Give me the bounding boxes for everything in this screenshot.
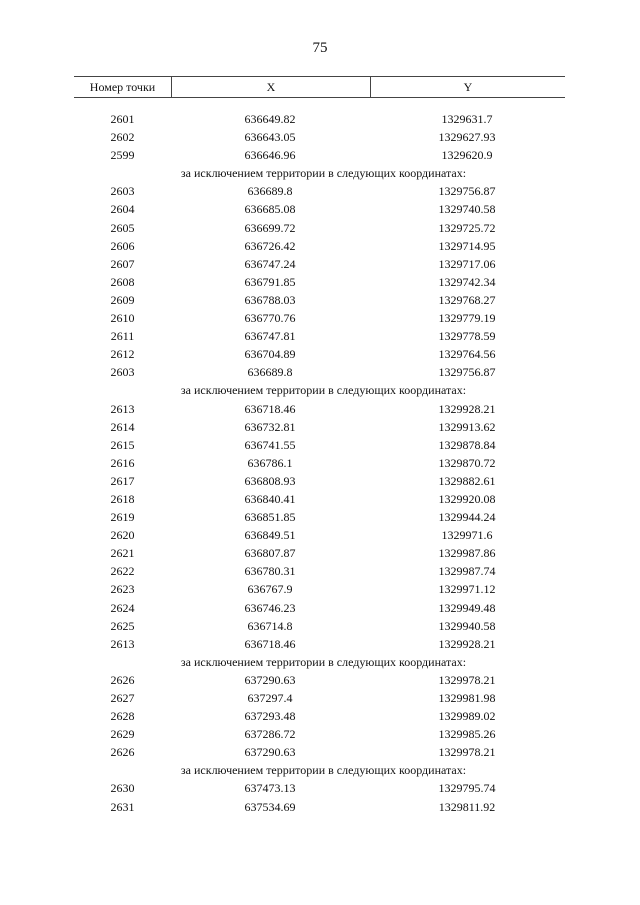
x-coordinate-cell: 636646.96 [244, 148, 296, 163]
x-coordinate-cell: 636808.93 [244, 473, 296, 488]
table-row [74, 255, 565, 273]
point-number-cell: 2603 [110, 184, 135, 199]
x-coordinate-cell: 636718.46 [244, 401, 296, 416]
table-row [74, 291, 565, 309]
point-number-cell: 2609 [110, 292, 135, 307]
point-number-cell: 2621 [110, 546, 135, 561]
point-number-cell: 2628 [110, 709, 135, 724]
y-coordinate-cell: 1329882.61 [438, 473, 496, 488]
x-coordinate-cell: 636741.55 [244, 437, 296, 452]
table-row [74, 237, 565, 255]
point-number-cell: 2608 [110, 274, 135, 289]
table-row [74, 798, 565, 816]
x-coordinate-cell: 636851.85 [244, 510, 296, 525]
table-row [74, 146, 565, 164]
point-number-cell: 2599 [110, 148, 135, 163]
x-coordinate-cell: 636849.51 [244, 528, 296, 543]
x-coordinate-cell: 636747.24 [244, 256, 296, 271]
table-row [74, 400, 565, 418]
x-coordinate-cell: 636770.76 [244, 311, 296, 326]
point-number-cell: 2626 [110, 672, 135, 687]
y-coordinate-cell: 1329928.21 [438, 636, 496, 651]
point-number-cell: 2624 [110, 600, 135, 615]
x-coordinate-cell: 636699.72 [244, 220, 296, 235]
y-coordinate-cell: 1329620.9 [441, 148, 493, 163]
table-row [74, 599, 565, 617]
x-coordinate-cell: 636786.1 [247, 455, 293, 470]
point-number-cell: 2601 [110, 112, 135, 126]
x-coordinate-cell: 636807.87 [244, 546, 296, 561]
x-coordinate-cell: 636718.46 [244, 636, 296, 651]
x-coordinate-cell: 636685.08 [244, 202, 296, 217]
point-number-cell: 2611 [110, 329, 135, 344]
x-coordinate-cell: 636704.89 [244, 347, 296, 362]
table-row [74, 128, 565, 146]
y-coordinate-cell: 1329870.72 [438, 455, 496, 470]
y-coordinate-cell: 1329987.86 [438, 546, 496, 561]
table-row [74, 219, 565, 237]
x-coordinate-cell: 637293.48 [244, 709, 296, 724]
table-row [74, 472, 565, 490]
x-coordinate-cell: 637297.4 [247, 691, 293, 705]
point-number-cell: 2602 [110, 130, 135, 145]
exclusion-note-row [74, 761, 565, 779]
y-coordinate-cell: 1329920.08 [438, 491, 496, 506]
table-row [74, 454, 565, 472]
y-coordinate-cell: 1329764.56 [438, 347, 496, 362]
point-number-cell: 2610 [110, 311, 135, 326]
table-row [74, 707, 565, 725]
point-number-cell: 2618 [110, 491, 135, 506]
y-coordinate-cell: 1329742.34 [438, 274, 496, 289]
point-number-cell: 2614 [110, 419, 135, 434]
point-number-cell: 2619 [110, 510, 135, 525]
x-coordinate-cell: 637473.13 [244, 781, 296, 796]
table-row [74, 200, 565, 218]
y-coordinate-cell: 1329981.98 [438, 691, 496, 705]
y-coordinate-cell: 1329756.87 [438, 184, 496, 199]
page-number: 75 [312, 40, 328, 56]
point-number-cell: 2625 [110, 618, 135, 633]
table-row [74, 327, 565, 345]
y-coordinate-cell: 1329714.95 [438, 238, 496, 253]
y-coordinate-cell: 1329971.12 [438, 582, 496, 597]
x-coordinate-cell: 636689.8 [247, 365, 293, 380]
table-row [74, 182, 565, 200]
coordinate-table-body [74, 110, 565, 816]
point-number-cell: 2629 [110, 727, 135, 742]
y-coordinate-cell: 1329913.62 [438, 419, 496, 434]
table-row [74, 418, 565, 436]
y-coordinate-cell: 1329978.21 [438, 745, 496, 760]
table-row [74, 743, 565, 761]
y-coordinate-cell: 1329717.06 [438, 256, 496, 271]
table-row [74, 725, 565, 743]
x-coordinate-cell: 636643.05 [244, 130, 296, 145]
table-row [74, 689, 565, 707]
exclusion-note-row [74, 653, 565, 671]
x-coordinate-cell: 636649.82 [244, 112, 296, 126]
table-row [74, 779, 565, 797]
header-point-number: Номер точки [74, 77, 172, 97]
table-row [74, 544, 565, 562]
point-number-cell: 2603 [110, 365, 135, 380]
table-row [74, 436, 565, 454]
x-coordinate-cell: 637290.63 [244, 745, 296, 760]
point-number-cell: 2605 [110, 220, 135, 235]
x-coordinate-cell: 637534.69 [244, 799, 296, 814]
x-coordinate-cell: 637290.63 [244, 672, 296, 687]
exclusion-note: за исключением территории в следующих координатах: [180, 166, 467, 181]
y-coordinate-cell: 1329811.92 [438, 799, 496, 814]
y-coordinate-cell: 1329928.21 [438, 401, 496, 416]
point-number-cell: 2607 [110, 256, 135, 271]
exclusion-note: за исключением территории в следующих координатах: [180, 383, 467, 398]
table-row [74, 671, 565, 689]
header-x: X [172, 77, 371, 97]
table-row [74, 508, 565, 526]
point-number-cell: 2604 [110, 202, 135, 217]
point-number-cell: 2616 [110, 455, 135, 470]
y-coordinate-cell: 1329779.19 [438, 311, 496, 326]
y-coordinate-cell: 1329985.26 [438, 727, 496, 742]
table-row [74, 580, 565, 598]
x-coordinate-cell: 636788.03 [244, 292, 296, 307]
y-coordinate-cell: 1329878.84 [438, 437, 496, 452]
table-row [74, 110, 565, 128]
x-coordinate-cell: 636726.42 [244, 238, 296, 253]
y-coordinate-cell: 1329795.74 [438, 781, 496, 796]
table-row [74, 635, 565, 653]
header-y: Y [463, 80, 473, 94]
x-coordinate-cell: 636714.8 [247, 618, 293, 633]
y-coordinate-cell: 1329740.58 [438, 202, 496, 217]
x-coordinate-cell: 636746.23 [244, 600, 296, 615]
point-number-cell: 2627 [110, 691, 135, 705]
table-row [74, 309, 565, 327]
x-coordinate-cell: 636840.41 [244, 491, 296, 506]
table-row [74, 273, 565, 291]
y-coordinate-cell: 1329971.6 [441, 528, 493, 543]
table-row [74, 363, 565, 381]
x-coordinate-cell: 636780.31 [244, 564, 296, 579]
x-coordinate-cell: 636791.85 [244, 274, 296, 289]
table-row [74, 345, 565, 363]
exclusion-note-row [74, 164, 565, 182]
table-row [74, 617, 565, 635]
y-coordinate-cell: 1329631.7 [441, 112, 493, 126]
table-row [74, 490, 565, 508]
y-coordinate-cell: 1329756.87 [438, 365, 496, 380]
table-row [74, 562, 565, 580]
x-coordinate-cell: 636732.81 [244, 419, 296, 434]
point-number-cell: 2622 [110, 564, 135, 579]
point-number-cell: 2617 [110, 473, 135, 488]
y-coordinate-cell: 1329949.48 [438, 600, 496, 615]
y-coordinate-cell: 1329978.21 [438, 672, 496, 687]
y-coordinate-cell: 1329778.59 [438, 329, 496, 344]
table-header [74, 76, 565, 98]
exclusion-note: за исключением территории в следующих координатах: [180, 654, 467, 669]
y-coordinate-cell: 1329989.02 [438, 709, 496, 724]
y-coordinate-cell: 1329768.27 [438, 292, 496, 307]
point-number-cell: 2620 [110, 528, 135, 543]
x-coordinate-cell: 636767.9 [247, 582, 293, 597]
y-coordinate-cell: 1329940.58 [438, 618, 496, 633]
exclusion-note: за исключением территории в следующих координатах: [180, 763, 467, 778]
point-number-cell: 2612 [110, 347, 135, 362]
y-coordinate-cell: 1329627.93 [438, 130, 496, 145]
exclusion-note-row [74, 381, 565, 399]
x-coordinate-cell: 637286.72 [244, 727, 296, 742]
x-coordinate-cell: 636747.81 [244, 329, 296, 344]
y-coordinate-cell: 1329987.74 [438, 564, 496, 579]
point-number-cell: 2606 [110, 238, 135, 253]
point-number-cell: 2613 [110, 636, 135, 651]
x-coordinate-cell: 636689.8 [247, 184, 293, 199]
point-number-cell: 2613 [110, 401, 135, 416]
point-number-cell: 2630 [110, 781, 135, 796]
point-number-cell: 2631 [110, 799, 135, 814]
point-number-cell: 2626 [110, 745, 135, 760]
table-row [74, 526, 565, 544]
point-number-cell: 2623 [110, 582, 135, 597]
y-coordinate-cell: 1329944.24 [438, 510, 496, 525]
point-number-cell: 2615 [110, 437, 135, 452]
y-coordinate-cell: 1329725.72 [438, 220, 496, 235]
